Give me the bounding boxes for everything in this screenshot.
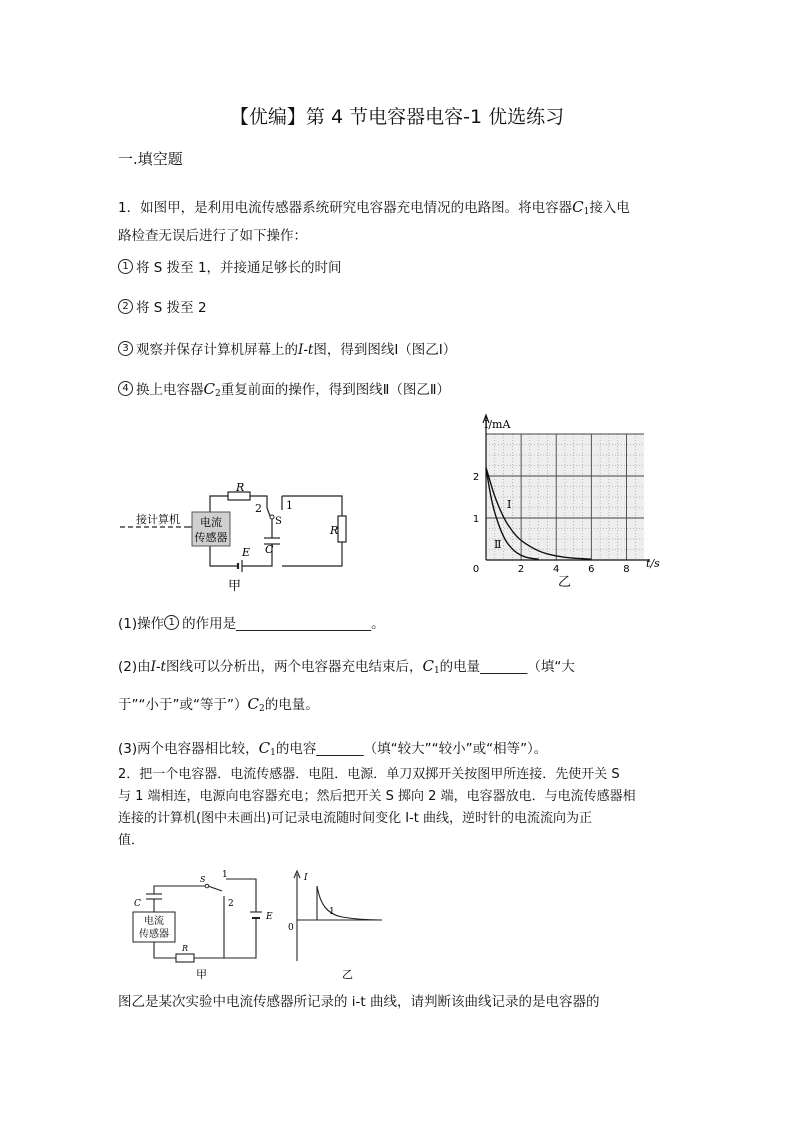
sub2-text-c: 的电量_______（填“大	[439, 659, 575, 675]
q2-label-1: 1	[222, 870, 228, 880]
sub2-text-b: 图线可以分析出，两个电容器充电结束后，	[165, 659, 423, 675]
sub2-c2-sub: 2	[258, 704, 265, 714]
x-tick-label: 6	[588, 564, 595, 575]
sensor-label-line1: 电流	[200, 516, 222, 529]
step4-c: C	[203, 380, 215, 398]
x-tick-label: 8	[623, 564, 630, 575]
step4-text-b: 重复前面的操作，得到图线Ⅱ（图乙Ⅱ）	[220, 382, 451, 398]
q2-label-E: E	[266, 912, 273, 922]
q1-text-b: 接入电	[589, 200, 630, 216]
q1-line1	[118, 196, 630, 217]
q2-origin: 0	[288, 923, 294, 933]
step3-number: 3	[118, 341, 133, 356]
q2-it-graph	[282, 866, 392, 982]
computer-label: 接计算机	[136, 513, 180, 526]
sub1-number: 1	[164, 615, 179, 630]
q1-it-chart	[462, 410, 677, 595]
y-tick-label: 1	[472, 514, 480, 525]
step2-number: 2	[118, 299, 133, 314]
sensor-label-line2: 传感器	[194, 531, 228, 544]
q2-ylabel: I	[304, 873, 308, 883]
step4-number: 4	[118, 381, 133, 396]
q2-line4: 值．	[118, 833, 145, 848]
sub3-text-b: 的电容_______（填“较大”“较小”或“相等”）。	[275, 741, 548, 757]
label-R-top: R	[236, 481, 245, 494]
label-R-right: R	[330, 524, 339, 537]
x-tick-label: 0	[472, 564, 480, 575]
section-heading: 一.填空题	[118, 150, 183, 168]
q1-sub2-line2	[118, 693, 319, 714]
q2-decay-curve	[317, 886, 382, 920]
q2-switch-pivot	[205, 884, 209, 888]
q2-label-S: S	[200, 875, 206, 884]
step2-text: 将 S 拨至 2	[136, 300, 207, 316]
q1-step1	[118, 256, 342, 276]
sub2-c1-sub: 1	[433, 666, 440, 676]
y-tick-label: 2	[472, 472, 480, 483]
q1-line2: 路检查无误后进行了如下操作：	[118, 228, 307, 244]
sub2-line2-a: 于”“小于”或“等于”）	[118, 697, 248, 713]
label-S: S	[275, 516, 282, 527]
chart-xlabel: t/s	[646, 557, 660, 570]
q2-label-2: 2	[228, 899, 234, 909]
step3-text-a: 观察并保存计算机屏幕上的	[136, 342, 298, 358]
step1-number: 1	[118, 259, 133, 274]
q1-circuit-diagram	[112, 480, 362, 595]
sub3-c1: C	[258, 739, 271, 757]
step3-it: I-t	[298, 342, 314, 358]
label-C: C	[265, 543, 274, 556]
x-tick-label: 2	[517, 564, 525, 575]
q2-circuit-diagram	[126, 866, 276, 982]
x-tick-label: 4	[553, 564, 560, 575]
q1-sub1	[118, 612, 385, 632]
sub3-text-a: (3)两个电容器相比较，	[118, 741, 259, 757]
sub2-it: I-t	[150, 659, 166, 675]
sub1-text-a: (1)操作	[118, 616, 165, 632]
q1-c1-sub: 1	[583, 207, 590, 217]
q2-label-C: C	[134, 899, 141, 909]
step4-c-sub: 2	[214, 389, 221, 399]
q1-step3	[118, 338, 456, 358]
q2-line1: 2．把一个电容器．电流传感器．电阻．电源．单刀双掷开关按图甲所连接．先使开关 S	[118, 767, 620, 782]
q2-caption-jia: 甲	[196, 968, 207, 981]
sub1-text-b: 的作用是____________________。	[182, 616, 385, 632]
switch-pivot	[270, 515, 274, 519]
label-2: 2	[255, 502, 262, 515]
sub2-text-a: (2)由	[118, 659, 151, 675]
q2-caption-yi: 乙	[342, 968, 353, 981]
q2-sensor-line1: 电流	[144, 916, 164, 927]
q1-step4	[118, 378, 450, 399]
chart-ylabel: I/mA	[484, 418, 511, 431]
q2-line3: 连接的计算机(图中未画出)可记录电流随时间变化 I-t 曲线，逆时针的电流流向为正	[118, 811, 593, 826]
sub2-line2-b: 的电量。	[264, 697, 319, 713]
step1-text: 将 S 拨至 1，并接通足够长的时间	[136, 260, 342, 276]
curve-label-II: Ⅱ	[494, 538, 502, 551]
q2-curve-label: 1	[329, 907, 335, 917]
sub2-c1: C	[422, 657, 434, 675]
label-E: E	[242, 546, 251, 559]
sub3-c1-sub: 1	[270, 748, 276, 758]
chart-grid	[486, 434, 644, 560]
q1-step2	[118, 296, 207, 316]
q2-sensor-line2: 传感器	[139, 929, 169, 940]
q2-last-line: 图乙是某次实验中电流传感器所记录的 i-t 曲线，请判断该曲线记录的是电容器的	[118, 994, 600, 1010]
sub2-c2: C	[247, 695, 259, 713]
q2-label-R: R	[182, 944, 189, 953]
step4-text-a: 换上电容器	[136, 382, 204, 398]
q2-line2: 与 1 端相连，电源向电容器充电；然后把开关 S 掷向 2 端，电容器放电．与电流传感器相	[118, 789, 636, 804]
q1-sub2-line1	[118, 655, 575, 676]
q1-c1: C	[572, 198, 584, 216]
caption-jia: 甲	[228, 579, 242, 594]
step3-text-b: 图，得到图线Ⅰ（图乙Ⅰ）	[313, 342, 457, 358]
caption-yi: 乙	[558, 575, 572, 590]
page-title: 【优编】第 4 节电容器电容-1 优选练习	[229, 106, 565, 128]
q1-sub3	[118, 737, 547, 758]
curve-label-I: Ⅰ	[507, 498, 512, 511]
label-1: 1	[286, 499, 293, 512]
q1-text-a: 1．如图甲，是利用电流传感器系统研究电容器充电情况的电路图。将电容器	[118, 200, 573, 216]
